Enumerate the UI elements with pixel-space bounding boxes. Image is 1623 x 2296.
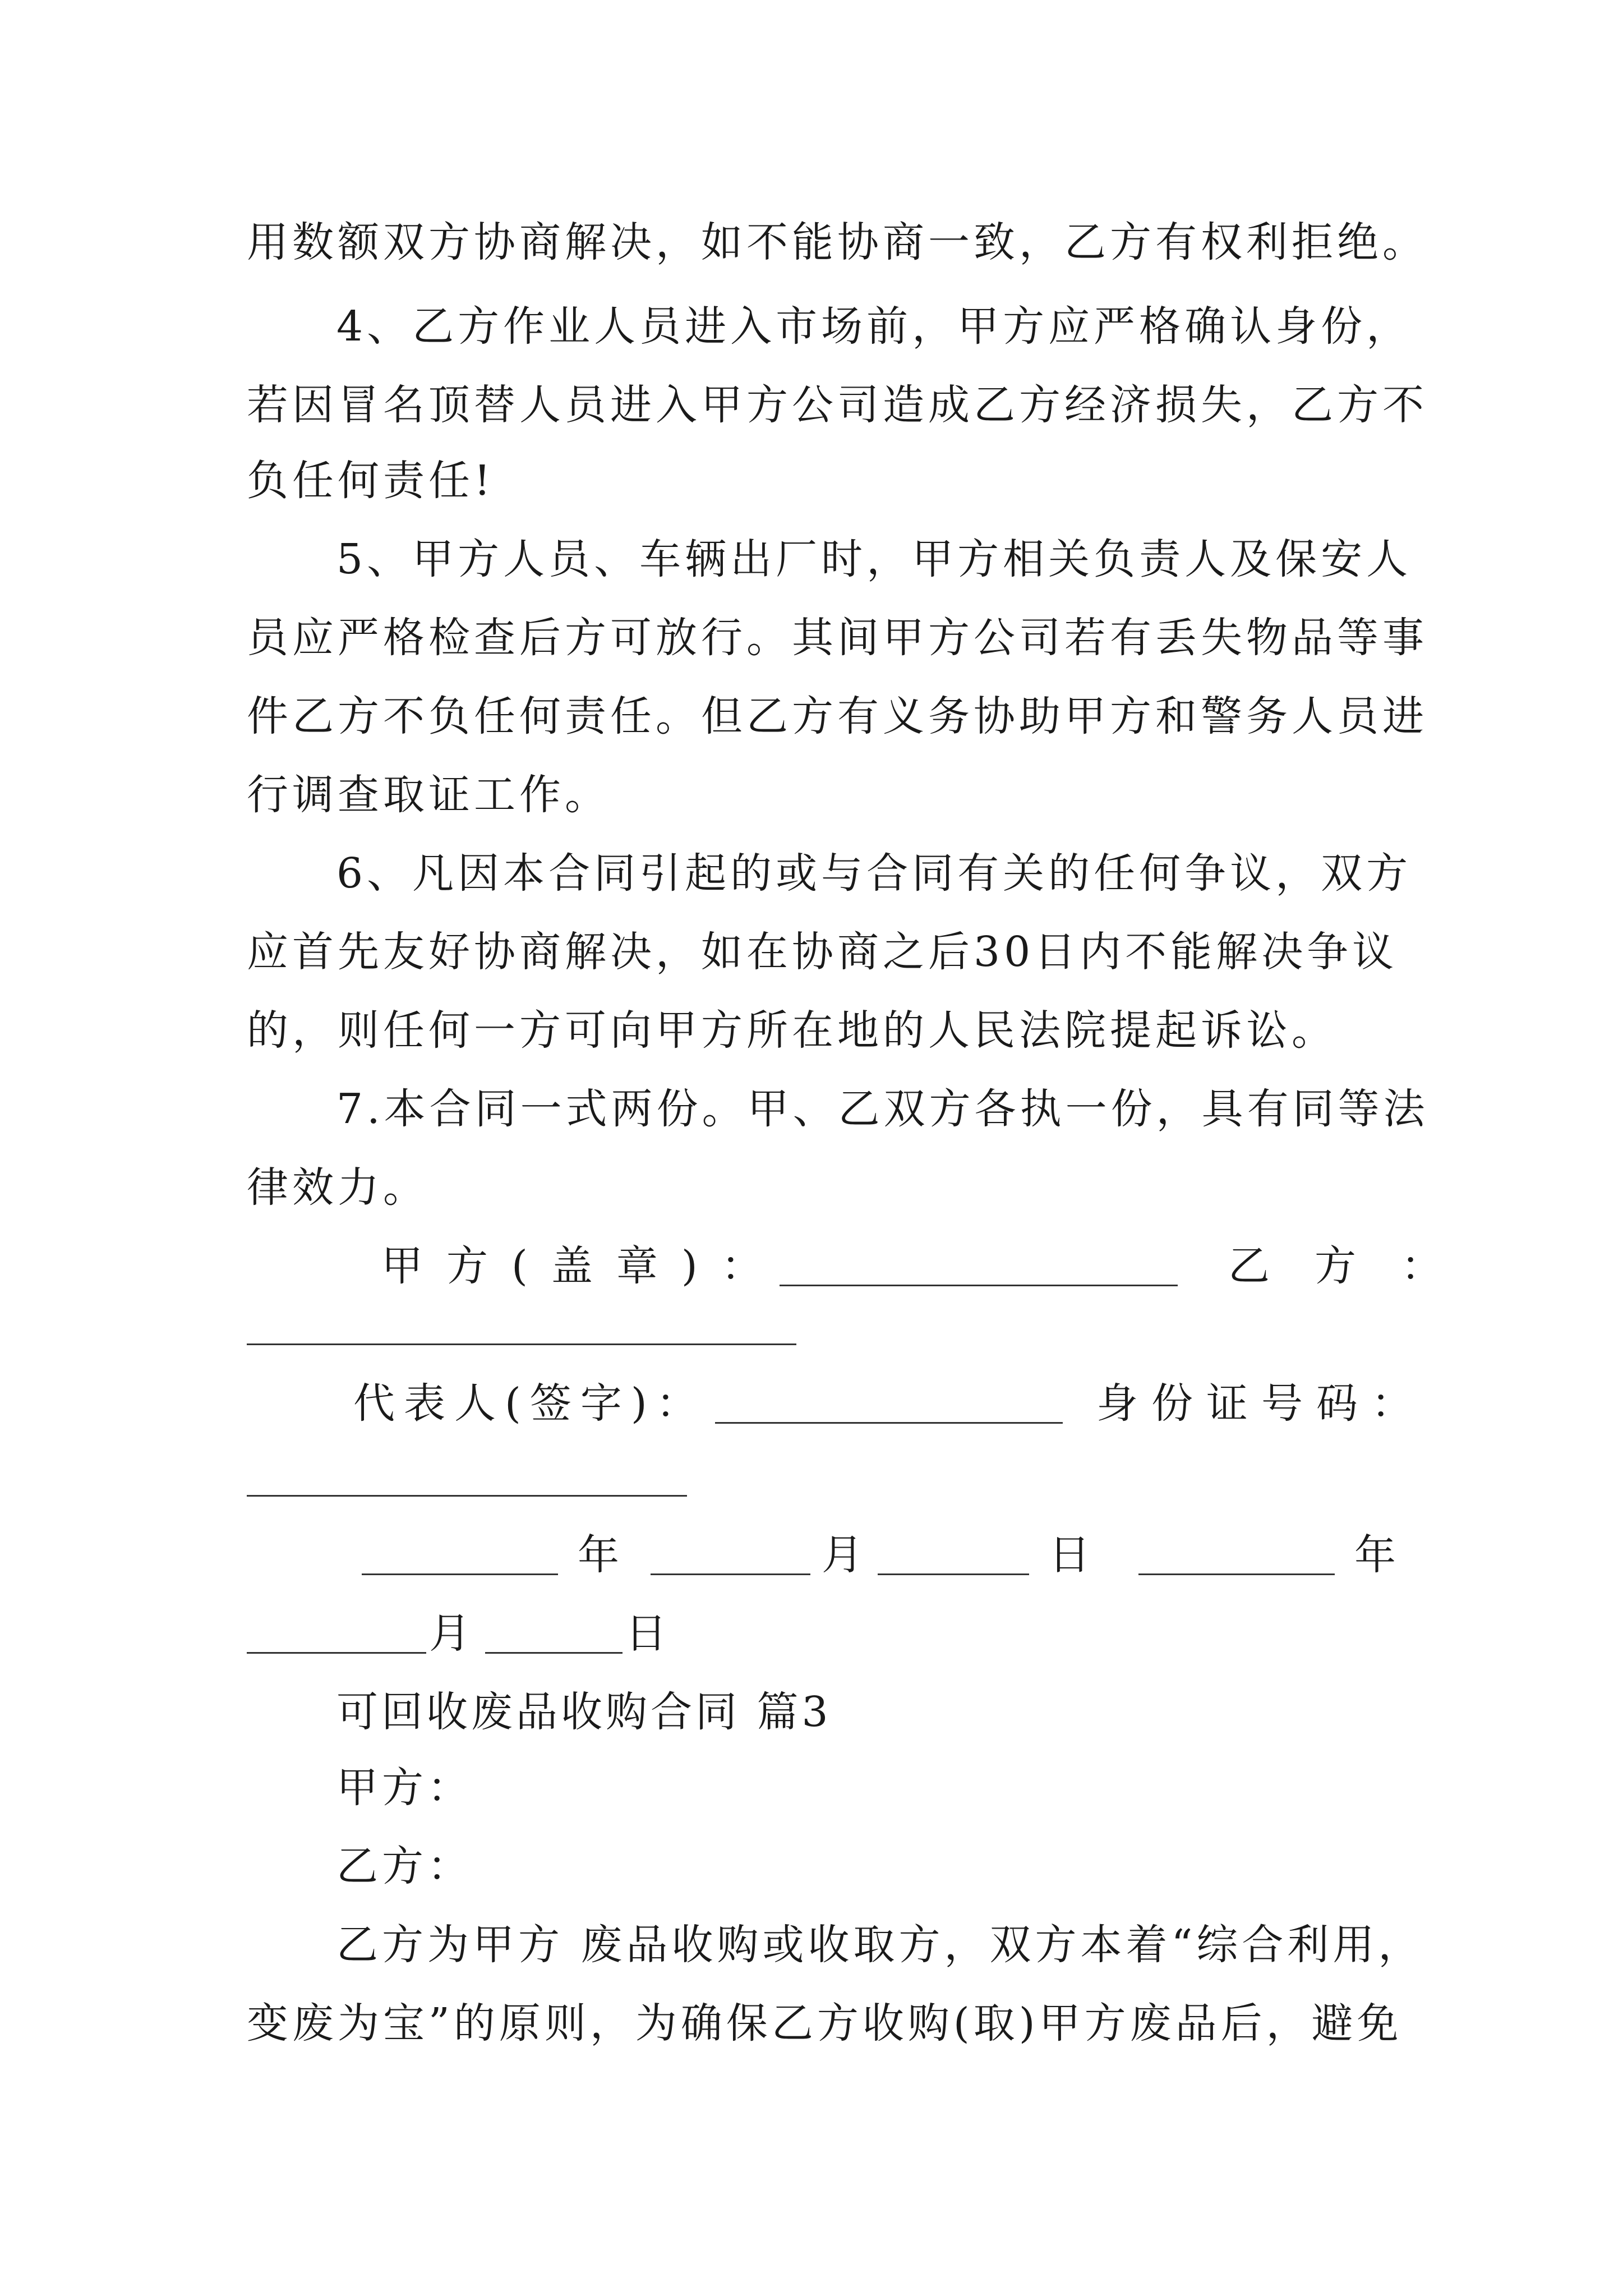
date-a-year-label: 年 [578, 1531, 623, 1579]
text-line-13: 律效力。 [247, 1163, 428, 1212]
text-line-10: 应首先友好协商解决，如在协商之后30日内不能解决争议 [247, 928, 1398, 976]
id-number-label: 身份证号码： [1096, 1379, 1426, 1428]
text-line-5: 5、甲方人员、车辆出厂时，甲方相关负责人及保安人 [336, 535, 1412, 583]
date-a-day-label: 日 [1049, 1531, 1094, 1579]
party-a-seal-label: 甲方(盖章)： [381, 1242, 786, 1290]
section-title: 可回收废品收购合同 篇3 [336, 1688, 832, 1736]
id-number-blank [247, 1495, 687, 1497]
date-b-month-label: 月 [429, 1609, 474, 1658]
text-line-3: 若因冒名顶替人员进入甲方公司造成乙方经济损失，乙方不 [247, 381, 1428, 429]
date-b-year-blank [1138, 1573, 1335, 1575]
date-b-day-label: 日 [625, 1609, 671, 1658]
representative-label: 代表人(签字)： [353, 1379, 707, 1428]
representative-blank [715, 1422, 1063, 1424]
text-line-9: 6、凡因本合同引起的或与合同有关的任何争议，双方 [336, 849, 1412, 898]
date-a-year-blank [362, 1573, 558, 1575]
party-b-label: 乙方： [1228, 1242, 1487, 1290]
text-line-1: 用数额双方协商解决，如不能协商一致，乙方有权利拒绝。 [247, 218, 1428, 266]
date-a-day-blank [878, 1573, 1029, 1575]
text-line-4: 负任何责任! [247, 457, 495, 505]
text-line-11: 的，则任何一方可向甲方所在地的人民法院提起诉讼。 [247, 1006, 1337, 1055]
text-line-2: 4、乙方作业人员进入市场前，甲方应严格确认身份， [336, 302, 1412, 351]
text-line-7: 件乙方不负任何责任。但乙方有义务协助甲方和警务人员进 [247, 692, 1428, 740]
body-line-2: 变废为宝”的原则，为确保乙方收购(取)甲方废品后，避免 [247, 1999, 1403, 2047]
text-line-8: 行调查取证工作。 [247, 771, 610, 819]
date-b-year-label: 年 [1354, 1531, 1400, 1579]
date-b-month-blank [247, 1652, 426, 1654]
party-b-blank [247, 1343, 796, 1345]
date-a-month-label: 月 [822, 1531, 867, 1579]
text-line-12: 7.本合同一式两份。甲、乙双方各执一份，具有同等法 [336, 1085, 1429, 1133]
party-a-line: 甲方： [336, 1764, 473, 1812]
date-b-day-blank [485, 1652, 623, 1654]
body-line-1: 乙方为甲方 废品收购或收取方，双方本着“综合利用， [336, 1921, 1424, 1969]
date-a-month-blank [651, 1573, 810, 1575]
party-a-blank [780, 1285, 1178, 1286]
party-b-line: 乙方： [336, 1842, 473, 1890]
text-line-6: 员应严格检查后方可放行。其间甲方公司若有丢失物品等事 [247, 614, 1428, 662]
